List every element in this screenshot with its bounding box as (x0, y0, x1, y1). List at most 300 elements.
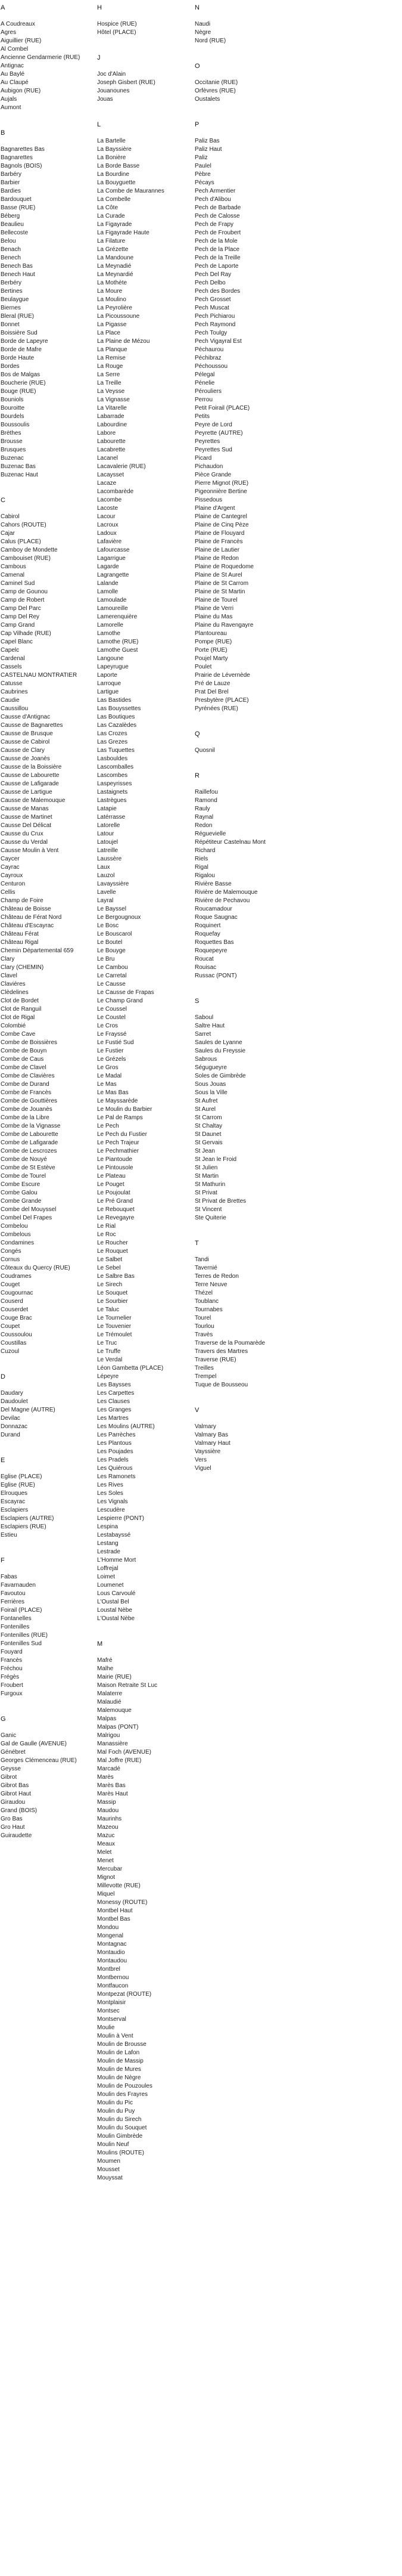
street-name: Le Mas Bas (97, 1089, 129, 1096)
street-name: Pech Vigayral Est (195, 338, 242, 345)
street-name: Buzenac Haut (1, 472, 38, 478)
street-name: Bardouquet (1, 196, 32, 203)
street-name: St Privat (195, 1190, 217, 1196)
street-name: Lacaze (97, 480, 117, 487)
street-name: Mafré (97, 1657, 113, 1664)
letter-section (97, 54, 191, 104)
street-name: Combe de la Vignasse (1, 1123, 61, 1129)
street-name: Lasbouldes (97, 756, 128, 762)
street-name: L'Oustal Bel (97, 1599, 129, 1605)
street-name: Capelc (1, 647, 20, 654)
street-name: Prat Del Brel (195, 689, 229, 695)
street-name: Peyrettes (195, 438, 220, 445)
street-name: Moulin de Massip (97, 2058, 144, 2064)
street-name: Malhe (97, 1665, 114, 1672)
street-name: La Meynardié (97, 271, 133, 278)
street-name: Picard (195, 455, 212, 462)
street-name: Lascombes (97, 772, 128, 779)
street-name: Le Rebouquet (97, 1206, 135, 1213)
street-name: Moulin de Brousse (97, 2041, 147, 2048)
street-name: Mazeou (97, 1824, 119, 1831)
street-name: Causse de Clary (1, 747, 45, 754)
street-name: Camp de Gounou (1, 589, 48, 595)
street-name: Rigalou (195, 872, 215, 879)
street-name: Cayrac (1, 864, 20, 871)
street-name: Barbier (1, 179, 20, 186)
section-letter: L (97, 121, 101, 128)
street-name: St Julien (195, 1165, 218, 1171)
street-name: Plaine de Lautier (195, 547, 240, 553)
section-letter: S (195, 998, 200, 1005)
street-name: Cabirol (1, 513, 20, 520)
street-name: Couget (1, 1281, 20, 1288)
section-letter: H (97, 4, 102, 11)
street-name: Moulin de Lafon (97, 2049, 140, 2056)
street-name: Raynal (195, 814, 214, 821)
street-name: Causse de Manas (1, 806, 49, 812)
index-column (1, 4, 95, 1857)
street-name: Paliz (195, 154, 208, 161)
index-column (97, 4, 191, 2199)
street-name: Fréchou (1, 1665, 23, 1672)
street-name: Bouniols (1, 397, 24, 403)
street-name: Causse de Bagnarettes (1, 722, 63, 729)
street-name: Lartigue (97, 689, 119, 695)
street-name: Traverse de la Poumarède (195, 1340, 266, 1346)
street-name: Le Bouscarol (97, 931, 132, 937)
street-name: Aumont (1, 104, 21, 111)
street-name: Causse de Lartigue (1, 789, 52, 795)
street-name: Moulin de Mures (97, 2066, 141, 2073)
street-name: Vers (195, 1457, 207, 1463)
street-name: Roquettes Bas (195, 939, 234, 946)
street-name: Pérouliers (195, 388, 222, 395)
street-name: Le Boutel (97, 939, 123, 946)
street-name: Tavernié (195, 1265, 217, 1271)
street-name: Lamolle (97, 589, 119, 595)
street-name: Del Magne (AUTRE) (1, 1407, 55, 1413)
street-name: Causse du Verdal (1, 839, 48, 846)
street-name: Fontanelles (1, 1615, 32, 1622)
street-name: Richard (195, 847, 216, 854)
street-name: Camp Grand (1, 622, 35, 628)
street-name: Marcadé (97, 1766, 120, 1772)
street-name: Vayssière (195, 1448, 221, 1455)
street-name: Presbytère (PLACE) (195, 697, 249, 704)
street-name: St Aurel (195, 1106, 216, 1113)
street-name: Combe de Boissières (1, 1039, 58, 1046)
street-name: Combe de Clavières (1, 1073, 55, 1079)
street-name: Rauly (195, 806, 210, 812)
street-name: St Mathurin (195, 1181, 226, 1188)
street-name: Le Revegayre (97, 1215, 135, 1221)
street-name: Coustillas (1, 1340, 27, 1346)
street-name: Cardenal (1, 655, 25, 662)
street-name: Le Pech (97, 1123, 119, 1129)
street-name: Marès Bas (97, 1782, 126, 1789)
street-name: Montserval (97, 2016, 126, 2023)
street-name: Le Pintousole (97, 1165, 133, 1171)
street-name: La Treille (97, 380, 121, 386)
street-name: Gibrot Bas (1, 1782, 29, 1789)
street-name: Le Cambou (97, 964, 128, 971)
street-name: Moulin à Vent (97, 2033, 133, 2039)
street-name: Eglise (PLACE) (1, 1473, 42, 1480)
street-name: Le Pal de Ramps (97, 1114, 143, 1121)
street-name: Esclapiers (AUTRE) (1, 1515, 54, 1522)
street-name: Combe de Caus (1, 1056, 44, 1063)
street-name: Le Bouyge (97, 948, 126, 954)
street-name: Pompe (RUE) (195, 639, 232, 645)
street-name: Les Pradels (97, 1457, 129, 1463)
section-letter: Q (195, 730, 200, 738)
street-name: Labourette (97, 438, 126, 445)
street-name: Moulin de Pouzoules (97, 2083, 152, 2089)
street-name: Las Tuquettes (97, 747, 135, 754)
street-name: Perrou (195, 397, 213, 403)
street-name: Labourdine (97, 422, 127, 428)
street-name: Le Coustel (97, 1014, 126, 1021)
street-name: Gro Bas (1, 1816, 23, 1822)
street-name: Plaine du Ravengayre (195, 622, 254, 628)
street-name: Ancienne Gendarmerie (RUE) (1, 54, 80, 61)
section-letter: E (1, 1457, 5, 1464)
street-name: Pech de la Place (195, 246, 240, 253)
street-name: St Vincent (195, 1206, 222, 1213)
street-name: Colombié (1, 1023, 26, 1029)
street-name: Causse du Crux (1, 831, 43, 837)
street-name: Le Poujoulat (97, 1190, 130, 1196)
street-name: Plantoureau (195, 630, 227, 637)
street-name: Coudrames (1, 1273, 32, 1280)
street-name: La Meynadié (97, 263, 132, 270)
street-name: Les Baysses (97, 1382, 131, 1388)
street-name: Brusques (1, 447, 26, 453)
street-name: Clary (1, 956, 15, 962)
street-name: Benech Bas (1, 263, 33, 270)
street-name: Berbéry (1, 280, 22, 286)
street-name: Belou (1, 238, 16, 244)
street-name: Les Poujades (97, 1448, 133, 1455)
street-name: Beulaygue (1, 296, 29, 303)
street-name: Plaine de Redon (195, 555, 239, 562)
street-name: Combe Grande (1, 1198, 42, 1205)
street-name: Petit Foirail (PLACE) (195, 405, 250, 411)
street-name: Le Sourbier (97, 1298, 128, 1305)
street-name: Lacroux (97, 522, 119, 528)
street-name: Bleral (RUE) (1, 313, 35, 320)
street-name: Eglise (RUE) (1, 1482, 35, 1488)
letter-section (97, 1640, 191, 2182)
street-name: Le Causse de Frapas (97, 989, 154, 996)
street-name: Capel Blanc (1, 639, 33, 645)
street-name: Lacoste (97, 505, 119, 512)
street-name: Les Soles (97, 1490, 123, 1497)
street-name: Devilac (1, 1415, 20, 1422)
street-name: Naudi (195, 21, 211, 27)
street-name: Viguel (195, 1465, 211, 1472)
street-name: Borde Haute (1, 355, 35, 361)
street-name: Lamothe Guest (97, 647, 138, 654)
street-name: Plaine de Flouyard (195, 530, 245, 537)
street-name: Combe del Mouyssel (1, 1206, 57, 1213)
street-name: Lagarde (97, 564, 119, 570)
street-name: Le Trémoulet (97, 1332, 132, 1338)
street-name: La Place (97, 330, 120, 336)
street-name: Centuron (1, 881, 26, 887)
street-name: Plaine du Mas (195, 614, 233, 620)
street-name: Millevotte (RUE) (97, 1883, 141, 1889)
street-name: Montbel Bas (97, 1916, 130, 1922)
street-name: Maurinhs (97, 1816, 122, 1822)
street-name: Buzenac Bas (1, 463, 36, 470)
street-name: Combe de Labourette (1, 1131, 58, 1138)
street-name: Mal Joffre (RUE) (97, 1757, 142, 1764)
street-name: Génébret (1, 1749, 26, 1755)
street-name: Le Rouquet (97, 1248, 128, 1255)
street-name: Valmary (195, 1423, 216, 1430)
street-name: Antignac (1, 63, 24, 69)
street-name: Plaine de Cantegrel (195, 513, 247, 520)
street-name: Le Sebel (97, 1265, 121, 1271)
street-name: Clavel (1, 973, 17, 979)
street-name: Le Carretal (97, 973, 127, 979)
street-name: Mouyssat (97, 2175, 123, 2181)
street-name: Travers des Martres (195, 1348, 248, 1355)
street-name: Camp de Robert (1, 597, 45, 603)
street-name: Le Salbet (97, 1256, 123, 1263)
street-name: Basse (RUE) (1, 205, 36, 211)
street-name: Oustalets (195, 96, 220, 103)
street-name: Le Champ Grand (97, 998, 143, 1004)
street-name: La Peyrolière (97, 305, 132, 311)
street-name: Benech (1, 255, 21, 261)
street-name: Traverse (RUE) (195, 1357, 236, 1363)
street-name: Loustal Nèbe (97, 1607, 132, 1614)
street-name: Plaine de St Aurel (195, 572, 242, 578)
section-letter: N (195, 4, 200, 11)
street-name: Al Combel (1, 46, 29, 52)
street-name: Giraudou (1, 1799, 26, 1806)
street-name: Thézel (195, 1290, 213, 1296)
section-letter: J (97, 54, 101, 61)
street-name: Le Gros (97, 1064, 119, 1071)
street-name: Pissedous (195, 497, 223, 503)
street-name: Combe de Lescrozes (1, 1148, 57, 1154)
street-name: Brousse (1, 438, 23, 445)
section-letter: P (195, 121, 200, 128)
street-name: Le Bosc (97, 922, 119, 929)
street-name: Fabas (1, 1574, 17, 1580)
street-name: Ferrières (1, 1599, 25, 1605)
street-name: Lapeyrugue (97, 664, 129, 670)
street-name: Joc d'Alain (97, 71, 126, 78)
street-name: Lestang (97, 1540, 119, 1547)
street-name: Biernes (1, 305, 21, 311)
street-name: Pech des Bordes (195, 288, 241, 295)
street-name: Causse Moulin à Vent (1, 847, 59, 854)
street-name: Montagnac (97, 1941, 127, 1948)
street-name: Le Roc (97, 1231, 116, 1238)
street-name: Côteaux du Quercy (RUE) (1, 1265, 70, 1271)
street-name: Langoune (97, 655, 124, 662)
street-name: Camp Del Rey (1, 614, 40, 620)
street-name: Couge Brac (1, 1315, 32, 1321)
street-name: Elrouques (1, 1490, 28, 1497)
street-name: Moumen (97, 2158, 120, 2165)
street-name: Valmary Bas (195, 1432, 228, 1438)
street-name: La Figayrade (97, 221, 132, 228)
street-name: Travès (195, 1332, 213, 1338)
street-name: Caminel Sud (1, 580, 35, 587)
street-name: Rivière de Pechavou (195, 897, 250, 904)
street-name: Moulin du Sirech (97, 2116, 142, 2123)
street-name: St Jean (195, 1148, 215, 1154)
street-name: Esclapiers (RUE) (1, 1524, 46, 1530)
street-name: Cambouiset (RUE) (1, 555, 51, 562)
street-name: Riels (195, 856, 208, 862)
street-name: Les Clauses (97, 1398, 130, 1405)
street-name: Le Touvenier (97, 1323, 132, 1330)
street-name: Château de Boisse (1, 906, 51, 912)
street-name: Latreille (97, 847, 119, 854)
street-name: Le Truffe (97, 1348, 121, 1355)
street-name: Hôtel (PLACE) (97, 29, 136, 36)
letter-section (195, 120, 397, 713)
street-name: Laussère (97, 856, 122, 862)
street-name: Chemin Départemental 659 (1, 948, 74, 954)
street-index (0, 4, 402, 2574)
street-name: Gal de Gaulle (AVENUE) (1, 1741, 67, 1747)
street-name: Borde de Lapeyre (1, 338, 48, 345)
section-letter: M (97, 1640, 103, 1648)
street-name: Rivière de Malemouque (195, 889, 258, 896)
street-name: Pech de Calosse (195, 213, 240, 219)
street-name: Le Tournelier (97, 1315, 132, 1321)
street-name: Prairie de Lévernède (195, 672, 250, 679)
street-name: Pèbre (195, 171, 211, 178)
street-name: Saltre Haut (195, 1023, 225, 1029)
street-name: Montbel Haut (97, 1908, 133, 1914)
street-name: Malemouque (97, 1707, 132, 1714)
street-name: Château de Férat Nord (1, 914, 62, 921)
street-name: Nègre (195, 29, 211, 36)
street-name: Pigeonnière Bertine (195, 488, 247, 495)
street-name: Pech Delbo (195, 280, 226, 286)
street-name: Les Quiérous (97, 1465, 133, 1472)
street-name: Réguevielle (195, 831, 226, 837)
street-name: La Pigasse (97, 321, 127, 328)
street-name: Cajar (1, 530, 15, 537)
street-name: Plaine de Verri (195, 605, 234, 612)
street-name: Cougournac (1, 1290, 33, 1296)
street-name: Pélegal (195, 371, 215, 378)
street-name: Fontenilles Sud (1, 1640, 42, 1647)
street-name: Causse de Martinet (1, 814, 52, 821)
street-name: Durand (1, 1432, 20, 1438)
street-name: Le Pech Trajeur (97, 1140, 139, 1146)
street-name: Lacaysset (97, 472, 124, 478)
street-name: Gro Haut (1, 1824, 25, 1831)
letter-section (1, 1556, 95, 1698)
street-name: Cornus (1, 1256, 20, 1263)
street-name: Treilles (195, 1365, 214, 1371)
street-name: Lalande (97, 580, 119, 587)
street-name: Lagarrigue (97, 555, 126, 562)
street-name: Pech Armentier (195, 188, 236, 194)
street-name: Gibrot (1, 1774, 17, 1781)
street-name: St Chaltay (195, 1123, 223, 1129)
street-name: Latérrasse (97, 814, 126, 821)
street-name: Pech Pichiarou (195, 313, 235, 320)
letter-section (97, 4, 191, 37)
street-name: Couserdet (1, 1306, 29, 1313)
street-name: Mondou (97, 1924, 119, 1931)
street-name: Melet (97, 1849, 112, 1856)
street-name: Montplaisir (97, 1999, 126, 2006)
street-name: Boussoulis (1, 422, 30, 428)
street-name: Lacombe (97, 497, 122, 503)
street-name: Le Bayssel (97, 906, 126, 912)
street-name: Calus (PLACE) (1, 538, 41, 545)
street-name: Maudou (97, 1807, 119, 1814)
street-name: Les Parrèches (97, 1432, 136, 1438)
street-name: Quosnil (195, 747, 215, 754)
street-name: Las Cazalèdes (97, 722, 137, 729)
street-name: Le Bergougnoux (97, 914, 141, 921)
street-name: Le Cros (97, 1023, 119, 1029)
street-name: Pech Raymond (195, 321, 236, 328)
street-name: Ramond (195, 797, 217, 804)
street-name: Lauzol (97, 872, 115, 879)
street-name: Bonnet (1, 321, 20, 328)
street-name: Poujel Marty (195, 655, 228, 662)
street-name: Malrigou (97, 1732, 120, 1739)
section-letter: A (1, 4, 5, 11)
street-name: Causse de Lafigarade (1, 781, 59, 787)
street-name: Cahors (ROUTE) (1, 522, 46, 528)
street-name: Lafavière (97, 538, 122, 545)
street-name: Rigal (195, 864, 208, 871)
street-name: Clavières (1, 981, 26, 987)
street-name: La Bayssière (97, 146, 132, 153)
street-name: Lespierre (PONT) (97, 1515, 144, 1522)
street-name: Las Boutiques (97, 714, 135, 720)
street-name: Lestrade (97, 1549, 120, 1555)
street-name: La Borde Basse (97, 163, 140, 169)
street-name: Sous Jouas (195, 1081, 226, 1088)
street-name: Pech Grosset (195, 296, 231, 303)
street-name: Boucherie (RUE) (1, 380, 46, 386)
street-name: Frégès (1, 1674, 20, 1680)
street-name: Causse de Labourette (1, 772, 60, 779)
street-name: Montsec (97, 2008, 120, 2014)
street-name: Les Carpettes (97, 1390, 135, 1397)
street-name: Favarnauden (1, 1582, 36, 1589)
street-name: Combe de Durand (1, 1081, 49, 1088)
street-name: Pech de Frapy (195, 221, 234, 228)
street-name: Georges Clémenceau (RUE) (1, 1757, 77, 1764)
street-name: Las Grezes (97, 739, 128, 745)
street-name: Cuzoul (1, 1348, 20, 1355)
street-name: La Plaine de Mézou (97, 338, 150, 345)
street-name: La Picoussoune (97, 313, 140, 320)
street-name: La Combe de Maurannes (97, 188, 164, 194)
street-name: Les Moulins (AUTRE) (97, 1423, 155, 1430)
street-name: Lacabrette (97, 447, 126, 453)
street-name: Grand (BOIS) (1, 1807, 38, 1814)
street-name: Daudary (1, 1390, 23, 1397)
